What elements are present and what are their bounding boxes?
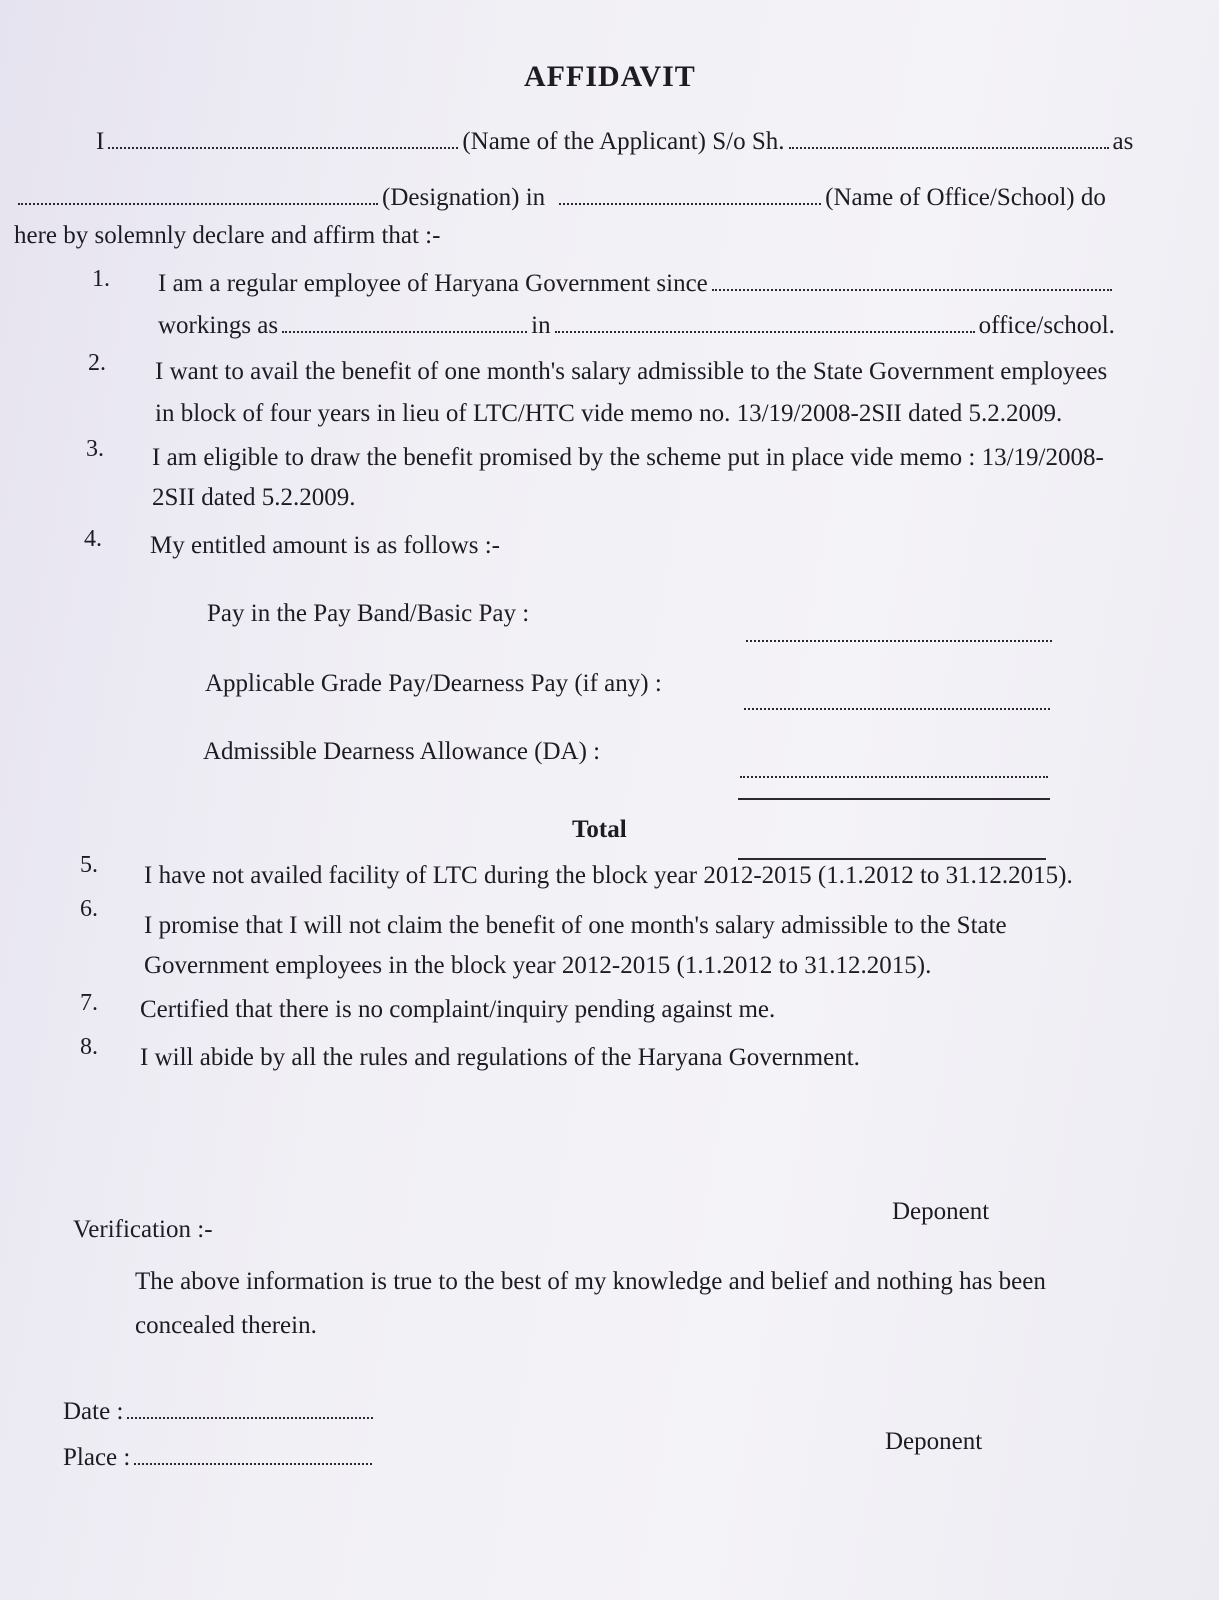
in-label: in bbox=[531, 312, 551, 339]
office-field[interactable] bbox=[559, 202, 821, 205]
grade-pay-field[interactable] bbox=[744, 708, 1050, 710]
office-school-label: office/school. bbox=[978, 312, 1115, 339]
item-1-text: I am a regular employee of Haryana Government since bbox=[158, 270, 708, 297]
basic-pay-label: Pay in the Pay Band/Basic Pay : bbox=[207, 600, 530, 627]
item-6-line-1: I promise that I will not claim the benefit of one month's salary admissible to the State bbox=[144, 912, 1007, 939]
item-3-line-1: I am eligible to draw the benefit promised by the scheme put in place vide memo : 13/19/2008- bbox=[152, 444, 1104, 471]
as-label: as bbox=[1112, 128, 1134, 155]
item-number: 6. bbox=[80, 896, 98, 922]
item-5-line-1: I have not availed facility of LTC during the block year 2012-2015 (1.1.2012 to 31.12.2015). bbox=[144, 862, 1073, 889]
verification-line-2: concealed therein. bbox=[135, 1312, 317, 1339]
post-field[interactable] bbox=[282, 330, 527, 333]
date-label: Date : bbox=[63, 1398, 124, 1425]
date-field[interactable] bbox=[127, 1416, 373, 1419]
intro-line-2 bbox=[18, 184, 1106, 212]
designation-label: (Designation) in bbox=[382, 184, 546, 211]
name-label: (Name of the Applicant) S/o Sh. bbox=[462, 128, 785, 155]
item-2-line-1: I want to avail the benefit of one month's salary admissible to the State Government employees bbox=[155, 358, 1108, 385]
verification-line-1: The above information is true to the best of my knowledge and belief and nothing has been bbox=[135, 1268, 1046, 1295]
since-date-field[interactable] bbox=[712, 288, 1112, 291]
page-title: AFFIDAVIT bbox=[524, 60, 696, 93]
deponent-signature-2: Deponent bbox=[885, 1428, 983, 1455]
sum-divider bbox=[738, 798, 1050, 800]
date-row bbox=[63, 1398, 377, 1426]
da-label: Admissible Dearness Allowance (DA) : bbox=[203, 738, 601, 765]
item-4-line-1: My entitled amount is as follows :- bbox=[150, 532, 500, 559]
item-number: 4. bbox=[84, 526, 102, 552]
verification-label: Verification :- bbox=[73, 1216, 213, 1243]
item-3-line-2: 2SII dated 5.2.2009. bbox=[152, 484, 356, 511]
item-number: 7. bbox=[80, 990, 98, 1016]
office-school-field[interactable] bbox=[555, 330, 975, 333]
office-label: (Name of Office/School) do bbox=[825, 184, 1106, 211]
designation-field[interactable] bbox=[18, 202, 378, 205]
intro-i: I bbox=[96, 128, 105, 155]
item-1-line-2 bbox=[158, 312, 1115, 340]
item-number: 3. bbox=[86, 436, 104, 462]
total-field[interactable] bbox=[738, 858, 1046, 860]
workings-as-label: workings as bbox=[158, 312, 279, 339]
item-2-line-2: in block of four years in lieu of LTC/HTC vide memo no. 13/19/2008-2SII dated 5.2.2009. bbox=[155, 400, 1063, 427]
da-field[interactable] bbox=[740, 776, 1048, 778]
item-number: 2. bbox=[88, 350, 106, 376]
item-number: 8. bbox=[80, 1034, 98, 1060]
item-1-line-1 bbox=[158, 270, 1116, 298]
grade-pay-label: Applicable Grade Pay/Dearness Pay (if any) : bbox=[205, 670, 662, 697]
item-number: 1. bbox=[92, 266, 110, 292]
item-6-line-2: Government employees in the block year 2012-2015 (1.1.2012 to 31.12.2015). bbox=[144, 952, 932, 979]
applicant-name-field[interactable] bbox=[108, 146, 458, 149]
item-8-line-1: I will abide by all the rules and regulations of the Haryana Government. bbox=[140, 1044, 860, 1071]
item-number: 5. bbox=[80, 852, 98, 878]
father-name-field[interactable] bbox=[789, 146, 1109, 149]
declare-text: here by solemnly declare and affirm that :- bbox=[14, 222, 441, 249]
place-row bbox=[63, 1444, 376, 1472]
item-7-line-1: Certified that there is no complaint/inquiry pending against me. bbox=[140, 996, 776, 1023]
place-field[interactable] bbox=[134, 1462, 372, 1465]
basic-pay-field[interactable] bbox=[746, 640, 1052, 642]
total-label: Total bbox=[572, 816, 627, 843]
intro-line-1 bbox=[96, 128, 1133, 156]
place-label: Place : bbox=[63, 1444, 131, 1471]
deponent-signature-1: Deponent bbox=[892, 1198, 990, 1225]
